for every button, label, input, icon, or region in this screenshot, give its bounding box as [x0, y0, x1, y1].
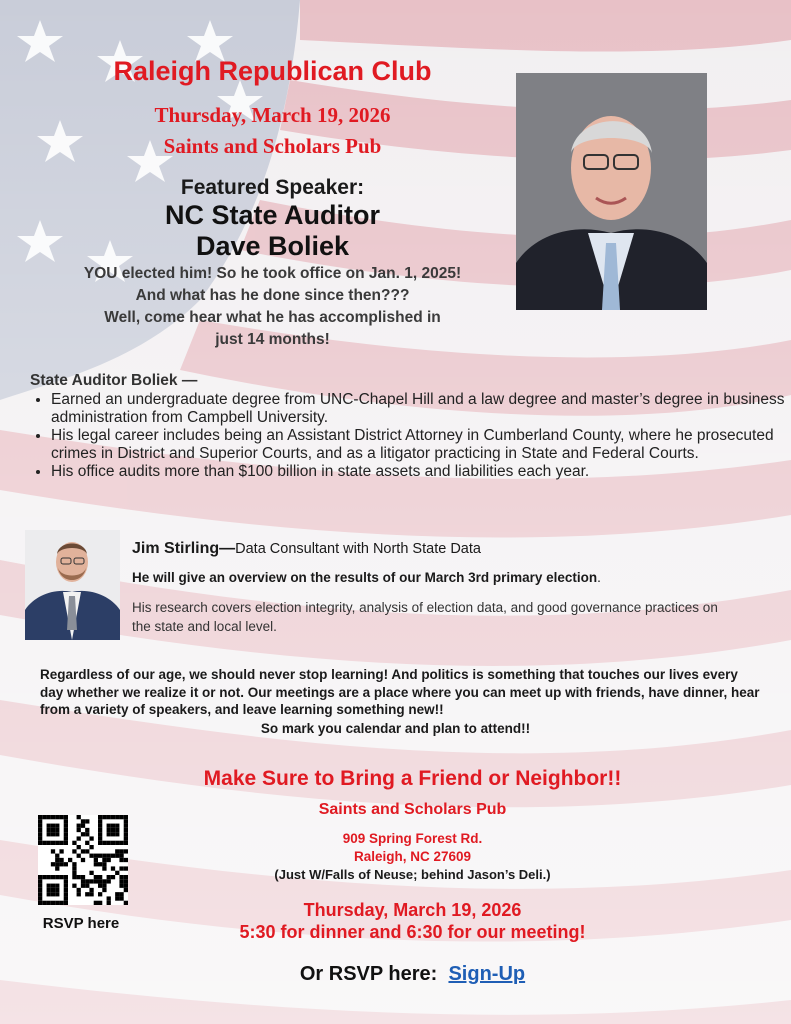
second-speaker-research: His research covers election integrity, analysis of election data, and good governance practices on the state and local level.	[132, 600, 718, 634]
blurb-line: Well, come hear what he has accomplished in	[104, 309, 441, 326]
rsvp-line	[0, 963, 791, 986]
closing-paragraph: Regardless of our age, we should never stop learning! And politics is something that touches our lives every day whether we realize it or not. Our meetings are a place where you can meet up with friends, have dinner, hear from a variety of speakers, and leave learning something new!!	[40, 667, 760, 717]
event-date: Thursday, March 19, 2026	[154, 103, 391, 127]
featured-title: NC State Auditor	[165, 200, 380, 230]
featured-label: Featured Speaker:	[180, 176, 365, 199]
footer-venue: Saints and Scholars Pub	[318, 801, 507, 818]
event-venue: Saints and Scholars Pub	[163, 134, 382, 158]
blurb-line: just 14 months!	[215, 331, 330, 348]
signup-link[interactable]: Sign-Up	[448, 963, 526, 985]
closing-call: So mark you calendar and plan to attend!!	[260, 721, 531, 736]
second-speaker-line	[132, 540, 762, 558]
blurb-line: And what has he done since then???	[135, 287, 410, 304]
speaker-photo	[25, 530, 120, 640]
auditor-heading: State Auditor Boliek —	[30, 372, 198, 389]
list-item: • His legal career includes being an Assistant District Attorney in Cumberland County, where he prosecuted crimes in District and Superior Courts, and as a litigator practicing in State and Federal Courts.	[51, 427, 786, 463]
overview-text: He will give an overview on the results of our March 3rd primary election	[132, 570, 598, 585]
list-item: • Earned an undergraduate degree from UNC-Chapel Hill and a law degree and master’s degree in business administration from Campbell University.	[51, 391, 786, 427]
rsvp-prefix: Or RSVP here:	[299, 963, 438, 985]
auditor-bullets	[27, 391, 786, 481]
second-speaker-role: Data Consultant with North State Data	[235, 541, 481, 557]
footer-directions: (Just W/Falls of Neuse; behind Jason’s Deli.)	[274, 867, 551, 882]
footer-address-2: Raleigh, NC 27609	[353, 849, 472, 864]
footer-address-1: 909 Spring Forest Rd.	[342, 831, 483, 846]
qr-label: RSVP here	[42, 915, 120, 932]
second-speaker-name: Jim Stirling—	[132, 540, 236, 557]
overview-period: .	[597, 570, 601, 585]
bring-friend: Make Sure to Bring a Friend or Neighbor!!	[203, 767, 622, 790]
featured-name: Dave Boliek	[195, 231, 350, 261]
list-item: • His office audits more than $100 billion in state assets and liabilities each year.	[51, 463, 786, 481]
footer-date: Thursday, March 19, 2026	[303, 900, 522, 920]
second-speaker-overview	[132, 570, 762, 585]
club-name: Raleigh Republican Club	[113, 56, 432, 86]
footer-times: 5:30 for dinner and 6:30 for our meeting!	[239, 922, 586, 942]
speaker-photo	[516, 73, 707, 310]
blurb-line: YOU elected him! So he took office on Jan. 1, 2025!	[83, 265, 462, 282]
featured-blurb	[20, 263, 525, 351]
qr-code[interactable]	[38, 815, 128, 905]
